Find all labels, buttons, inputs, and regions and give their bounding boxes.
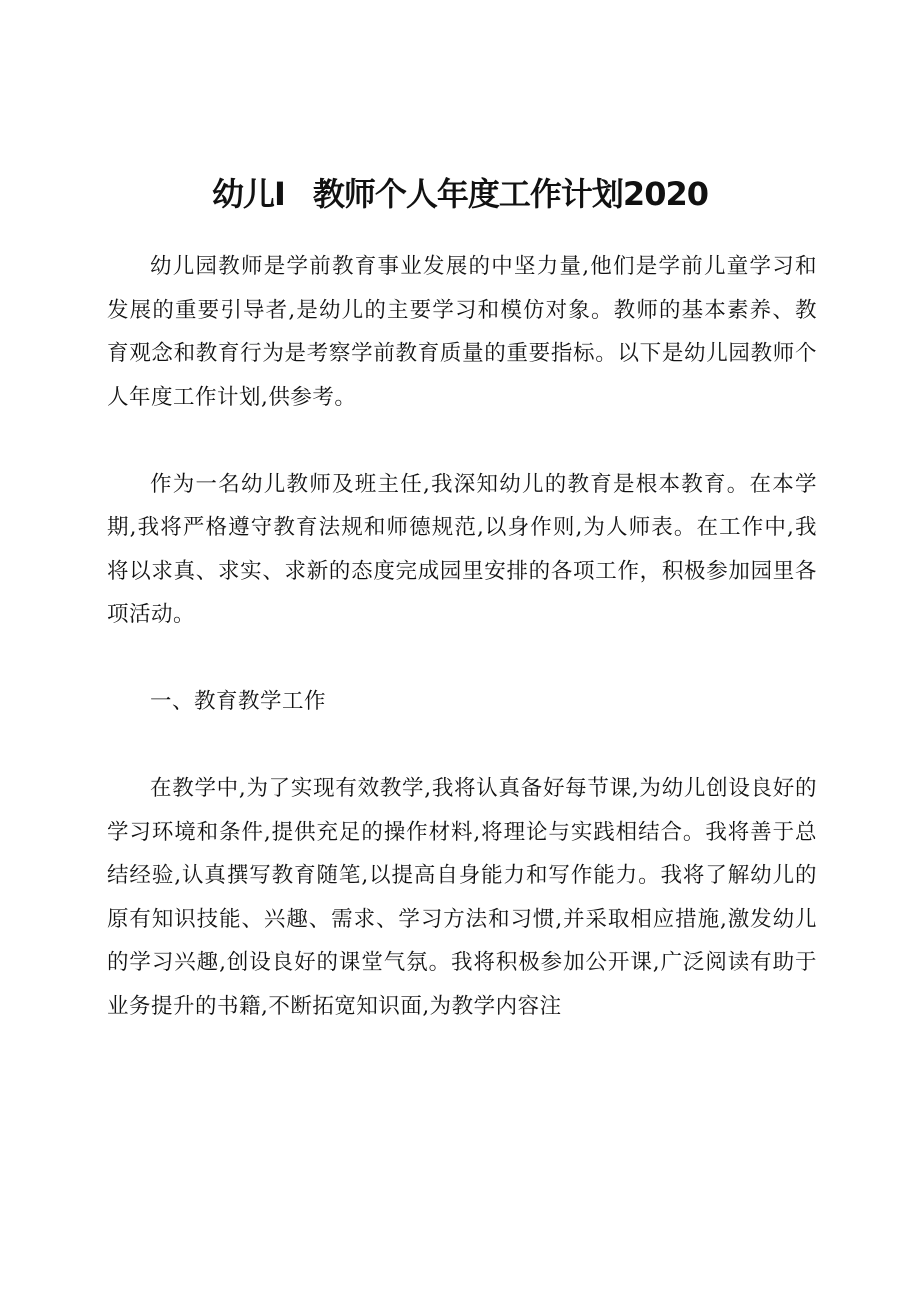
commitment-paragraph: 作为一名幼儿教师及班主任,我深知幼儿的教育是根本教育。在本学期,我将严格遵守教育法规和师德规范,以身作则,为人师表。在工作中,我将以求真、求实、求新的态度完成园里安排的各项工作，积极参加园里各项活动。 (107, 471, 817, 627)
title-part-a: 幼儿I (212, 175, 285, 213)
section-paragraph: 在教学中,为了实现有效教学,我将认真备好每节课,为幼儿创设良好的学习环境和条件,提供充足的操作材料,将理论与实践相结合。我将善于总结经验,认真撰写教育随笔,以提高自身能力和写作能力。我将了解幼儿的原有知识技能、兴趣、需求、学习方法和习惯,并采取相应措施,激发幼儿的学习兴趣,创设良好的课堂气氛。我将积极参加公开课,广泛阅读有助于业务提升的书籍,不断拓宽知识面,为教学内容注 (107, 776, 817, 1019)
paragraph-gap (107, 724, 817, 768)
document-title (0, 170, 920, 218)
title-part-b: 教师个人年度工作计划2020 (312, 175, 708, 213)
paragraph-gap (107, 419, 817, 463)
paragraph-gap (107, 637, 817, 681)
document-body (107, 245, 817, 1028)
section-heading: 一、教育教学工作 (150, 689, 327, 714)
intro-paragraph: 幼儿园教师是学前教育事业发展的中坚力量,他们是学前儿童学习和发展的重要引导者,是幼儿的主要学习和模仿对象。教师的基本素养、教育观念和教育行为是考察学前教育质量的重要指标。以下是幼儿园教师个人年度工作计划,供参考。 (107, 254, 817, 410)
